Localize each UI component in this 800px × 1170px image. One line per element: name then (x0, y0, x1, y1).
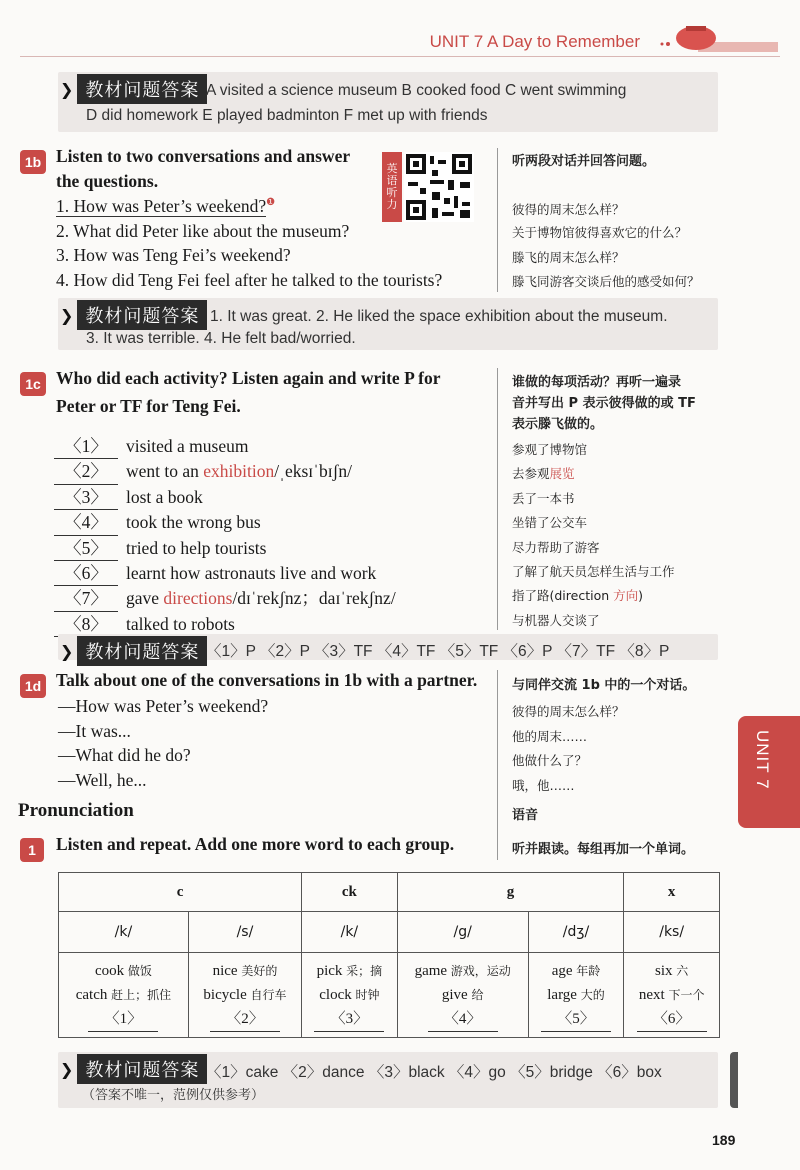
question-1b-4: 4. How did Teng Fei feel after he talked to the tourists? (56, 270, 443, 290)
instruction-pronunciation: Listen and repeat. Add one more word to each group. (56, 834, 455, 854)
sound-cell: /g/ (397, 912, 528, 953)
sound-cell: /k/ (59, 912, 189, 953)
dialogue-line: 他做什么了？ (512, 753, 588, 768)
answer-blank[interactable]: 〈1〉 (88, 1007, 158, 1032)
lantern-decoration-icon (658, 20, 778, 54)
section-title-pronunciation: Pronunciation (18, 800, 134, 821)
list-item: 指了路(direction 方向) (512, 588, 644, 604)
answer-blank[interactable]: 〈3〉 (314, 1007, 384, 1032)
cn-section-title: 语音 (512, 808, 539, 823)
list-item: 了解了航天员怎样生活与工作 (512, 564, 675, 580)
qr-code-icon[interactable] (404, 152, 474, 222)
dialogue-line: 彼得的周末怎么样？ (512, 704, 625, 719)
list-item: 参观了博物馆 (512, 442, 588, 457)
list-item: 〈4〉 took the wrong bus (54, 510, 396, 535)
answer-1a-line2: D did homework E played badminton F met up with friends (86, 107, 488, 124)
instruction-1b-line2: the questions. (56, 171, 159, 191)
question-1b-1: 1. How was Peter’s weekend?$^❶$ (56, 196, 276, 216)
dialogue-line: —It was... (58, 720, 131, 741)
answer-1c-line1: 〈1〉P 〈2〉P 〈3〉TF 〈4〉TF 〈5〉TF 〈6〉P 〈7〉TF 〈8〉P (206, 643, 670, 660)
sound-cell: /ks/ (624, 912, 720, 953)
list-item: 〈7〉 gave directions/dɪˈrekʃnz；daɪˈrekʃnz/ (54, 586, 396, 611)
list-item: 〈1〉 visited a museum (54, 434, 396, 459)
answer-blank[interactable]: 〈6〉 (637, 1007, 707, 1032)
group-header: c (59, 873, 302, 912)
arrow-icon: ❯ (60, 305, 74, 325)
answer-heading (60, 636, 207, 666)
list-item: 与机器人交谈了 (512, 612, 600, 628)
list-item: 〈8〉 talked to robots (54, 612, 396, 637)
word-cell: six 六 next 下一个 〈6〉 (624, 953, 720, 1038)
answer-pron-line1: 〈1〉cake 〈2〉dance 〈3〉black 〈4〉go 〈5〉bridge 〈6〉box (206, 1064, 662, 1081)
answer-blank[interactable]: 〈4〉 (428, 1007, 498, 1032)
section-badge-1: 1 (20, 838, 44, 862)
cn-question-1b-3: 滕飞的周末怎么样？ (512, 250, 625, 265)
activity-list (54, 434, 396, 637)
column-divider (497, 368, 498, 630)
header-rule (20, 56, 780, 57)
sound-cell: /dʒ/ (528, 912, 624, 953)
answer-1b-line1: 1. It was great. 2. He liked the space exhibition about the museum. (210, 308, 668, 325)
answer-1b-line2: 3. It was terrible. 4. He felt bad/worried. (86, 330, 356, 347)
column-divider (497, 148, 498, 292)
word-cell: cook 做饭 catch 赶上；抓住 〈1〉 (59, 953, 189, 1038)
dialogue-line: 哦，他…… (512, 777, 575, 793)
answer-pron-note: （答案不唯一，范例仅供参考） (82, 1088, 265, 1103)
instruction-1d: Talk about one of the conversations in 1b with a partner. (56, 670, 478, 690)
list-item: 去参观展览 (512, 466, 575, 482)
list-item: 丢了一本书 (512, 490, 575, 506)
arrow-icon: ❯ (60, 79, 74, 99)
instruction-1b-line1: Listen to two conversations and answer (56, 146, 351, 166)
word-cell: pick 采；摘 clock 时钟 〈3〉 (302, 953, 398, 1038)
instruction-1c-line2: Peter or TF for Teng Fei. (56, 396, 241, 416)
answer-tag: 教材问题答案 (77, 1054, 207, 1084)
answer-tag: 教材问题答案 (77, 636, 207, 666)
question-1b-2: 2. What did Peter like about the museum? (56, 221, 350, 241)
column-divider (497, 670, 498, 860)
answer-blank[interactable]: 〈2〉 (210, 1007, 280, 1032)
cn-instruction-1c-1: 谁做的每项活动？再听一遍录 (512, 375, 682, 390)
list-item: 坐错了公交车 (512, 515, 588, 531)
cn-instruction-1b: 听两段对话并回答问题。 (512, 154, 656, 169)
group-header: g (397, 873, 624, 912)
answer-heading (60, 300, 207, 330)
cn-instruction-1c-2: 音并写出 P 表示彼得做的或 TF (512, 396, 696, 411)
answer-tag: 教材问题答案 (77, 74, 207, 104)
word-cell: game 游戏，运动 give 给 〈4〉 (397, 953, 528, 1038)
cn-question-1b-1: 彼得的周末怎么样？ (512, 202, 625, 217)
page-edge-marker (730, 1052, 738, 1108)
cn-activity-list (512, 438, 675, 633)
group-header: ck (302, 873, 398, 912)
list-item: 〈2〉 went to an exhibition/ˌeksɪˈbɪʃn/ (54, 459, 396, 484)
list-item: 〈6〉 learnt how astronauts live and work (54, 561, 396, 586)
page-number: 189 (712, 1132, 736, 1148)
answer-tag: 教材问题答案 (77, 300, 207, 330)
answer-heading (60, 1054, 207, 1084)
dialogue-1d (58, 694, 268, 792)
pronunciation-table (58, 872, 720, 1038)
dialogue-line: 他的周末…… (512, 728, 588, 744)
unit-title: UNIT 7 A Day to Remember (429, 32, 640, 51)
cn-instruction-pronunciation: 听并跟读。每组再加一个单词。 (512, 842, 695, 857)
answer-1a-line1: A visited a science museum B cooked food C went swimming (206, 82, 627, 99)
unit-tab[interactable]: UNIT 7 (738, 716, 800, 828)
dialogue-line: —Well, he... (58, 769, 147, 790)
section-badge-1d: 1d (20, 674, 46, 698)
sound-cell: /k/ (302, 912, 398, 953)
cn-instruction-1d: 与同伴交流 1b 中的一个对话。 (512, 678, 696, 693)
answer-blank[interactable]: 〈5〉 (541, 1007, 611, 1032)
cn-dialogue-1d (512, 700, 625, 798)
arrow-icon: ❯ (60, 1059, 74, 1079)
listening-label: 英 语 听 力 (382, 152, 402, 222)
section-badge-1c: 1c (20, 372, 46, 396)
dialogue-line: —What did he do? (58, 745, 191, 765)
group-header: x (624, 873, 720, 912)
word-cell: age 年龄 large 大的 〈5〉 (528, 953, 624, 1038)
arrow-icon: ❯ (60, 641, 74, 661)
answer-heading (60, 74, 207, 104)
word-cell: nice 美好的 bicycle 自行车 〈2〉 (188, 953, 301, 1038)
cn-question-1b-4: 滕飞同游客交谈后他的感受如何？ (512, 274, 700, 289)
sound-cell: /s/ (188, 912, 301, 953)
cn-instruction-1c-3: 表示滕飞做的。 (512, 417, 604, 432)
question-1b-3: 3. How was Teng Fei’s weekend? (56, 245, 291, 265)
cn-question-1b-2: 关于博物馆彼得喜欢它的什么？ (512, 225, 688, 240)
list-item: 尽力帮助了游客 (512, 539, 600, 555)
list-item: 〈5〉 tried to help tourists (54, 536, 396, 561)
list-item: 〈3〉 lost a book (54, 485, 396, 510)
instruction-1c-line1: Who did each activity? Listen again and write P for (56, 368, 441, 388)
dialogue-line: —How was Peter’s weekend? (58, 696, 269, 716)
section-badge-1b: 1b (20, 150, 46, 174)
